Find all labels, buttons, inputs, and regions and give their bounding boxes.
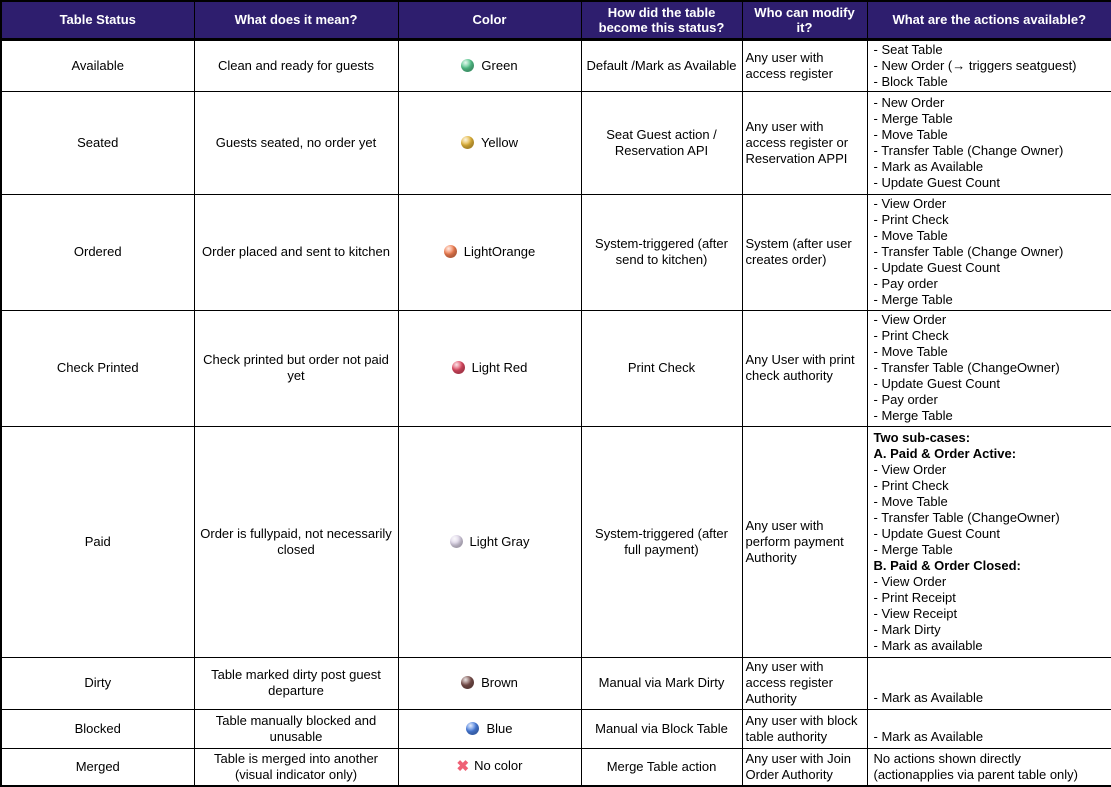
action-line: Two sub-cases: — [873, 429, 971, 445]
cell-meaning: Table manually blocked and unusable — [194, 709, 398, 748]
action-line: - Move Table — [873, 344, 948, 359]
action-line: - Mark as Available — [873, 728, 984, 744]
action-line: - Move Table — [873, 493, 948, 509]
action-line: - Merge Table — [873, 541, 953, 557]
action-line: - Mark as available — [873, 637, 983, 653]
cell-actions — [867, 91, 1111, 194]
action-line: - Update Guest Count — [873, 376, 1000, 391]
cell-actions — [867, 748, 1111, 786]
cell-became-status: Seat Guest action / Reservation API — [581, 91, 742, 194]
cell-meaning: Order is fullypaid, not necessarily closed — [194, 426, 398, 657]
table-row — [1, 748, 1111, 786]
cell-status: Seated — [1, 91, 194, 194]
cell-who-can-modify: Any user with access register or Reservation APPI — [742, 91, 867, 194]
cell-color — [398, 310, 581, 426]
cell-color — [398, 709, 581, 748]
action-line: - Transfer Table (Change Owner) — [873, 142, 1064, 158]
color-name-label: Blue — [486, 720, 513, 736]
column-header: Color — [398, 1, 581, 39]
color-name-label: No color — [474, 758, 523, 773]
cell-became-status: Merge Table action — [581, 748, 742, 786]
column-header: How did the table become this status? — [581, 1, 742, 39]
action-line: - View Order — [873, 573, 947, 589]
cell-meaning: Clean and ready for guests — [194, 39, 398, 91]
status-color-dot-icon — [461, 676, 474, 689]
action-line: - Block Table — [873, 73, 948, 89]
cell-actions — [867, 657, 1111, 709]
cell-who-can-modify: Any user with Join Order Authority — [742, 748, 867, 786]
cell-actions — [867, 310, 1111, 426]
no-color-x-icon: ✖ — [456, 758, 470, 775]
color-name-label: Brown — [481, 675, 518, 690]
action-line: - Print Receipt — [873, 589, 956, 605]
cell-meaning: Table marked dirty post guest departure — [194, 657, 398, 709]
cell-became-status: Manual via Mark Dirty — [581, 657, 742, 709]
action-line: - Merge Table — [873, 408, 953, 423]
table-row — [1, 709, 1111, 748]
cell-status: Ordered — [1, 194, 194, 310]
action-line: A. Paid & Order Active: — [873, 445, 1017, 461]
cell-color — [398, 426, 581, 657]
action-line: - View Order — [873, 312, 947, 327]
table-header — [1, 1, 1111, 39]
cell-became-status: Print Check — [581, 310, 742, 426]
status-color-dot-icon — [461, 59, 474, 72]
cell-meaning: Table is merged into another (visual indicator only) — [194, 748, 398, 786]
cell-color — [398, 194, 581, 310]
cell-meaning: Check printed but order not paid yet — [194, 310, 398, 426]
cell-color — [398, 657, 581, 709]
action-line: - View Order — [873, 196, 947, 211]
action-line: - Seat Table — [873, 41, 943, 57]
table-row — [1, 194, 1111, 310]
table-row — [1, 426, 1111, 657]
table-row — [1, 39, 1111, 91]
action-line: - Move Table — [873, 228, 948, 243]
cell-status: Merged — [1, 748, 194, 786]
status-color-dot-icon — [461, 136, 474, 149]
cell-status: Check Printed — [1, 310, 194, 426]
action-line: - Pay order — [873, 276, 938, 291]
status-color-dot-icon — [444, 245, 457, 258]
action-line: - Transfer Table (Change Owner) — [873, 244, 1064, 259]
table-row — [1, 657, 1111, 709]
cell-meaning: Order placed and sent to kitchen — [194, 194, 398, 310]
action-line: - New Order (→ triggers seatguest) — [873, 57, 1077, 73]
action-line: - Print Check — [873, 212, 949, 227]
color-name-label: Light Gray — [469, 533, 530, 549]
status-color-dot-icon — [466, 722, 479, 735]
action-line: - Merge Table — [873, 110, 953, 126]
table-body — [1, 39, 1111, 786]
cell-status: Paid — [1, 426, 194, 657]
action-line: - Transfer Table (ChangeOwner) — [873, 360, 1060, 375]
color-name-label: LightOrange — [463, 244, 536, 259]
cell-who-can-modify: Any user with block table authority — [742, 709, 867, 748]
action-line: - Move Table — [873, 126, 948, 142]
action-line: B. Paid & Order Closed: — [873, 557, 1021, 573]
column-header: Table Status — [1, 1, 194, 39]
action-line: (actionapplies via parent table only) — [873, 766, 1079, 782]
action-line: - View Order — [873, 461, 947, 477]
column-header: What does it mean? — [194, 1, 398, 39]
action-line: - Update Guest Count — [873, 525, 1000, 541]
cell-actions — [867, 709, 1111, 748]
status-color-dot-icon — [452, 361, 465, 374]
cell-color — [398, 91, 581, 194]
cell-became-status: Manual via Block Table — [581, 709, 742, 748]
cell-color — [398, 748, 581, 786]
cell-actions — [867, 194, 1111, 310]
action-line: - Print Check — [873, 477, 949, 493]
cell-who-can-modify: System (after user creates order) — [742, 194, 867, 310]
cell-actions — [867, 426, 1111, 657]
cell-color — [398, 39, 581, 91]
color-name-label: Green — [481, 57, 518, 73]
action-line: - New Order — [873, 94, 945, 110]
cell-became-status: System-triggered (after send to kitchen) — [581, 194, 742, 310]
action-line: - View Receipt — [873, 605, 958, 621]
action-line: - Update Guest Count — [873, 174, 1000, 190]
action-line: - Mark as Available — [873, 158, 984, 174]
cell-status: Available — [1, 39, 194, 91]
cell-became-status: System-triggered (after full payment) — [581, 426, 742, 657]
action-line: No actions shown directly — [873, 750, 1021, 766]
cell-meaning: Guests seated, no order yet — [194, 91, 398, 194]
cell-became-status: Default /Mark as Available — [581, 39, 742, 91]
column-header: What are the actions available? — [867, 1, 1111, 39]
action-line: - Merge Table — [873, 292, 953, 307]
status-color-dot-icon — [450, 535, 463, 548]
cell-who-can-modify: Any user with perform payment Authority — [742, 426, 867, 657]
cell-actions — [867, 39, 1111, 91]
table-row — [1, 310, 1111, 426]
table-row — [1, 91, 1111, 194]
cell-status: Dirty — [1, 657, 194, 709]
action-line: - Transfer Table (ChangeOwner) — [873, 509, 1060, 525]
cell-who-can-modify: Any user with access register Authority — [742, 657, 867, 709]
action-line: - Print Check — [873, 328, 949, 343]
cell-who-can-modify: Any User with print check authority — [742, 310, 867, 426]
color-name-label: Light Red — [471, 360, 528, 375]
color-name-label: Yellow — [480, 134, 519, 150]
action-line: - Mark as Available — [873, 689, 984, 705]
action-line: - Update Guest Count — [873, 260, 1000, 275]
header-row — [1, 1, 1111, 39]
cell-who-can-modify: Any user with access register — [742, 39, 867, 91]
cell-status: Blocked — [1, 709, 194, 748]
action-line: - Pay order — [873, 392, 938, 407]
action-line: - Mark Dirty — [873, 621, 941, 637]
column-header: Who can modify it? — [742, 1, 867, 39]
